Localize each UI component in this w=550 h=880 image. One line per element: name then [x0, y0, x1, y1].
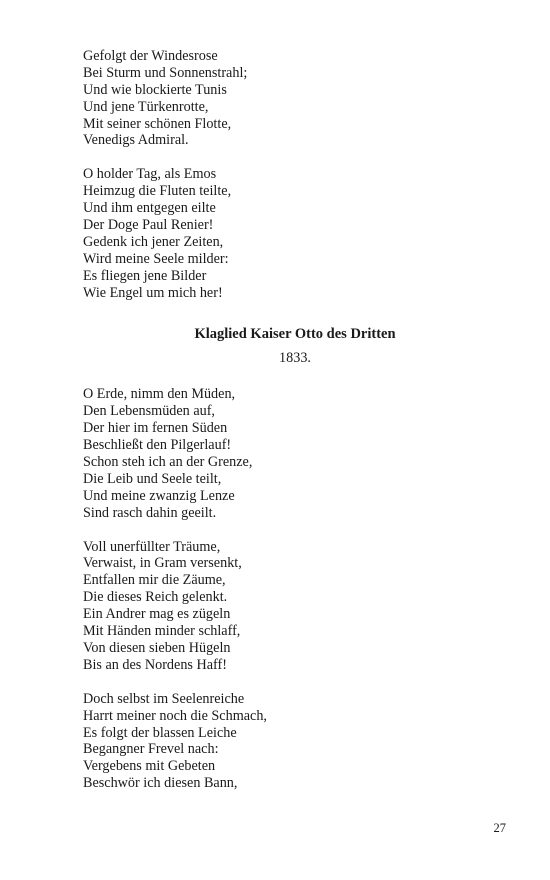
verse-line: Es fliegen jene Bilder [83, 267, 207, 284]
verse-line: Beschließt den Pilgerlauf! [83, 437, 232, 454]
poem1-stanza-1 [83, 48, 503, 149]
stanza-spacer [83, 522, 503, 539]
title-spacer [83, 367, 503, 386]
verse-line: Und ihm entgegen eilte [83, 200, 216, 217]
verse-line: Und meine zwanzig Lenze [83, 487, 235, 504]
verse-line: Ein Andrer mag es zügeln [83, 606, 231, 623]
verse-line: Vergebens mit Gebeten [83, 758, 216, 775]
stanza-spacer [83, 674, 503, 691]
verse-line: Heimzug die Fluten teilte, [83, 183, 232, 200]
verse-line: Der Doge Paul Renier! [83, 217, 214, 234]
verse-line: Es folgt der blassen Leiche [83, 724, 237, 741]
verse-line: Von diesen sieben Hügeln [83, 639, 231, 656]
verse-line: Schon steh ich an der Grenze, [83, 454, 253, 471]
verse-line: Verwaist, in Gram versenkt, [83, 555, 242, 572]
verse-line: Und wie blockierte Tunis [83, 81, 227, 98]
verse-line: Der hier im fernen Süden [83, 420, 228, 437]
verse-line: Gefolgt der Windesrose [83, 48, 218, 64]
stanza-spacer [83, 149, 503, 166]
verse-line: Begangner Frevel nach: [83, 741, 219, 758]
verse-line: Wird meine Seele milder: [83, 250, 229, 267]
verse-line: Voll unerfüllter Träume, [83, 538, 221, 555]
verse-line: Sind rasch dahin geeilt. [83, 504, 217, 521]
verse-line: Entfallen mir die Zäume, [83, 572, 226, 589]
verse-line: Mit Händen minder schlaff, [83, 623, 241, 640]
page-number: 27 [493, 821, 506, 835]
poem2-stanza-1 [83, 386, 503, 521]
verse-line: Und jene Türkenrotte, [83, 98, 209, 115]
verse-line: Wie Engel um mich her! [83, 284, 223, 301]
verse-line: Venedigs Admiral. [83, 132, 189, 149]
poem2-stanza-3 [83, 691, 503, 792]
poem-year: 1833. [279, 350, 311, 367]
verse-line: O Erde, nimm den Müden, [83, 386, 236, 403]
verse-line: Harrt meiner noch die Schmach, [83, 707, 267, 724]
verse-line: Bei Sturm und Sonnenstrahl; [83, 64, 248, 81]
verse-line: Den Lebensmüden auf, [83, 403, 215, 420]
poem2-stanza-2 [83, 539, 503, 674]
page-content [83, 48, 503, 792]
verse-line: Bis an des Nordens Haff! [83, 656, 227, 673]
verse-line: Die Leib und Seele teilt, [83, 470, 222, 487]
verse-line: Doch selbst im Seelenreiche [83, 690, 245, 707]
verse-line: O holder Tag, als Emos [83, 166, 217, 183]
verse-line: Die dieses Reich gelenkt. [83, 589, 228, 606]
poem-title: Klaglied Kaiser Otto des Dritten [194, 326, 396, 343]
poem1-stanza-2 [83, 166, 503, 301]
verse-line: Mit seiner schönen Flotte, [83, 115, 232, 132]
section-spacer [83, 301, 503, 325]
verse-line: Gedenk ich jener Zeiten, [83, 233, 224, 250]
verse-line: Beschwör ich diesen Bann, [83, 775, 238, 792]
